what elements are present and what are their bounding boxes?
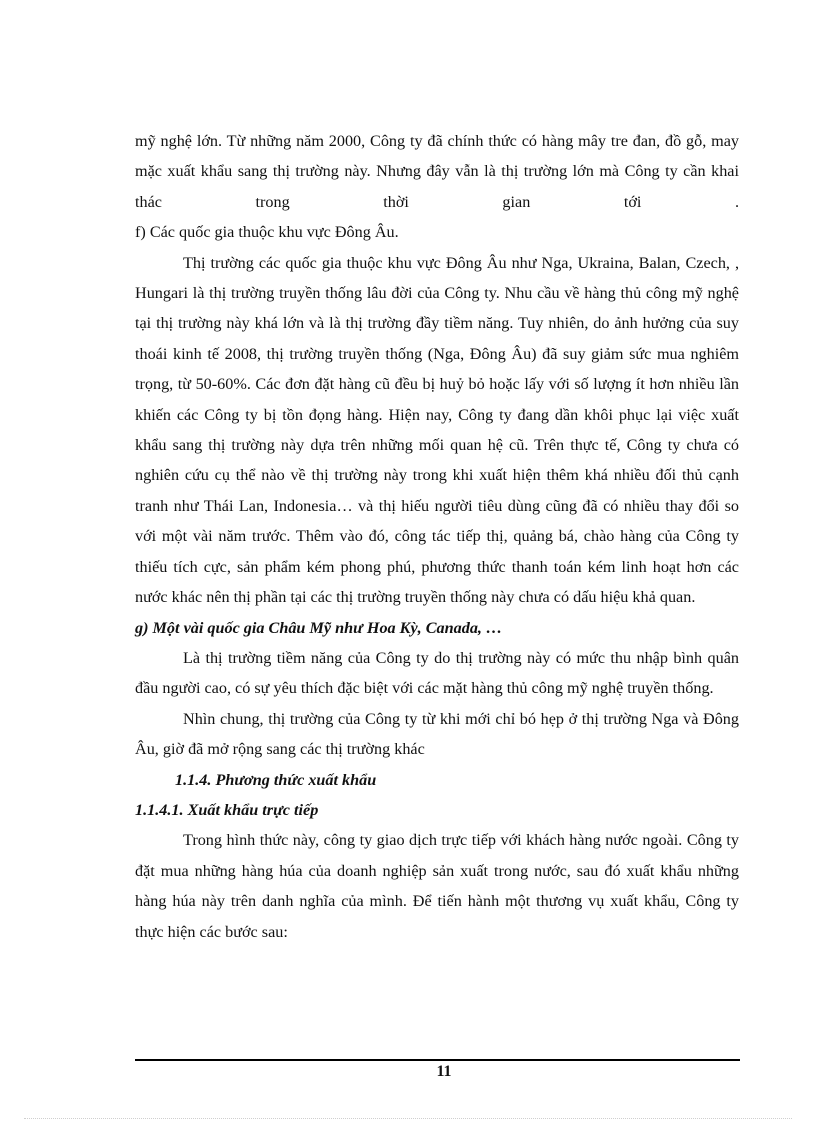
paragraph-americas: Là thị trường tiềm năng của Công ty do thị trường này có mức thu nhập bình quân đầu người cao, có sự yêu thích đặc biệt với các mặt hàng thủ công mỹ nghệ truyền thống. [135, 648, 739, 698]
subheading-americas: g) Một vài quốc gia Châu Mỹ như Hoa Kỳ, Canada, … [135, 618, 503, 637]
page-number: 11 [436, 1063, 452, 1080]
paragraph-eastern-europe: Thị trường các quốc gia thuộc khu vực Đông Âu như Nga, Ukraina, Balan, Czech, , Hungari là thị trường truyền thống lâu đời của Công ty. Nhu cầu về hàng thủ công mỹ nghệ tại thị trường này khá lớn và là thị trường đầy tiềm năng. Tuy nhiên, do ảnh hưởng của suy thoái kinh tế 2008, thị trường truyền thống (Nga, Đông Âu) đã suy giảm sức mua nghiêm trọng, từ 50-60%. Các đơn đặt hàng cũ đều bị huỷ bỏ hoặc lấy với số lượng ít hơn nhiều lần khiến các Công ty bị tồn đọng hàng. Hiện nay, Công ty đang dần khôi phục lại việc xuất khẩu sang thị trường này dựa trên những mối quan hệ cũ. Trên thực tế, Công ty chưa có nghiên cứu cụ thể nào về thị trường này trong khi xuất hiện thêm khá nhiều đối thủ cạnh tranh như Thái Lan, Indonesia… và thị hiếu người tiêu dùng cũng đã có nhiều thay đổi so với một vài năm trước. Thêm vào đó, công tác tiếp thị, quảng bá, chào hàng của Công ty thiếu tích cực, sản phẩm kém phong phú, phương thức thanh toán kém linh hoạt hơn các nước khác nên thị phần tại các thị trường truyền thống này chưa có dấu hiệu khả quan. [135, 253, 739, 607]
section-heading-export-methods: 1.1.4. Phương thức xuất khẩu [175, 770, 377, 789]
subheading-eastern-europe: f) Các quốc gia thuộc khu vực Đông Âu. [135, 223, 399, 242]
paragraph-direct-export: Trong hình thức này, công ty giao dịch trực tiếp với khách hàng nước ngoài. Công ty đặt mua những hàng húa của doanh nghiệp sản xuất trong nước, sau đó xuất khẩu những hàng húa này trên danh nghĩa của mình. Để tiến hành một thương vụ xuất khẩu, Công ty thực hiện các bước sau: [135, 831, 739, 941]
page-break-line [24, 1118, 792, 1119]
section-heading-direct-export: 1.1.4.1. Xuất khẩu trực tiếp [135, 800, 319, 819]
page-body [135, 126, 739, 947]
paragraph-continued: mỹ nghệ lớn. Từ những năm 2000, Công ty đã chính thức có hàng mây tre đan, đồ gỗ, may mặc xuất khẩu sang thị trường này. Nhưng đây vẫn là thị trường lớn mà Công ty cần khai thác trong thời gian tới . [135, 132, 739, 211]
paragraph-summary: Nhìn chung, thị trường của Công ty từ khi mới chỉ bó hẹp ở thị trường Nga và Đông Âu, giờ đã mở rộng sang các thị trường khác [135, 709, 739, 759]
footer-rule [135, 1059, 740, 1061]
